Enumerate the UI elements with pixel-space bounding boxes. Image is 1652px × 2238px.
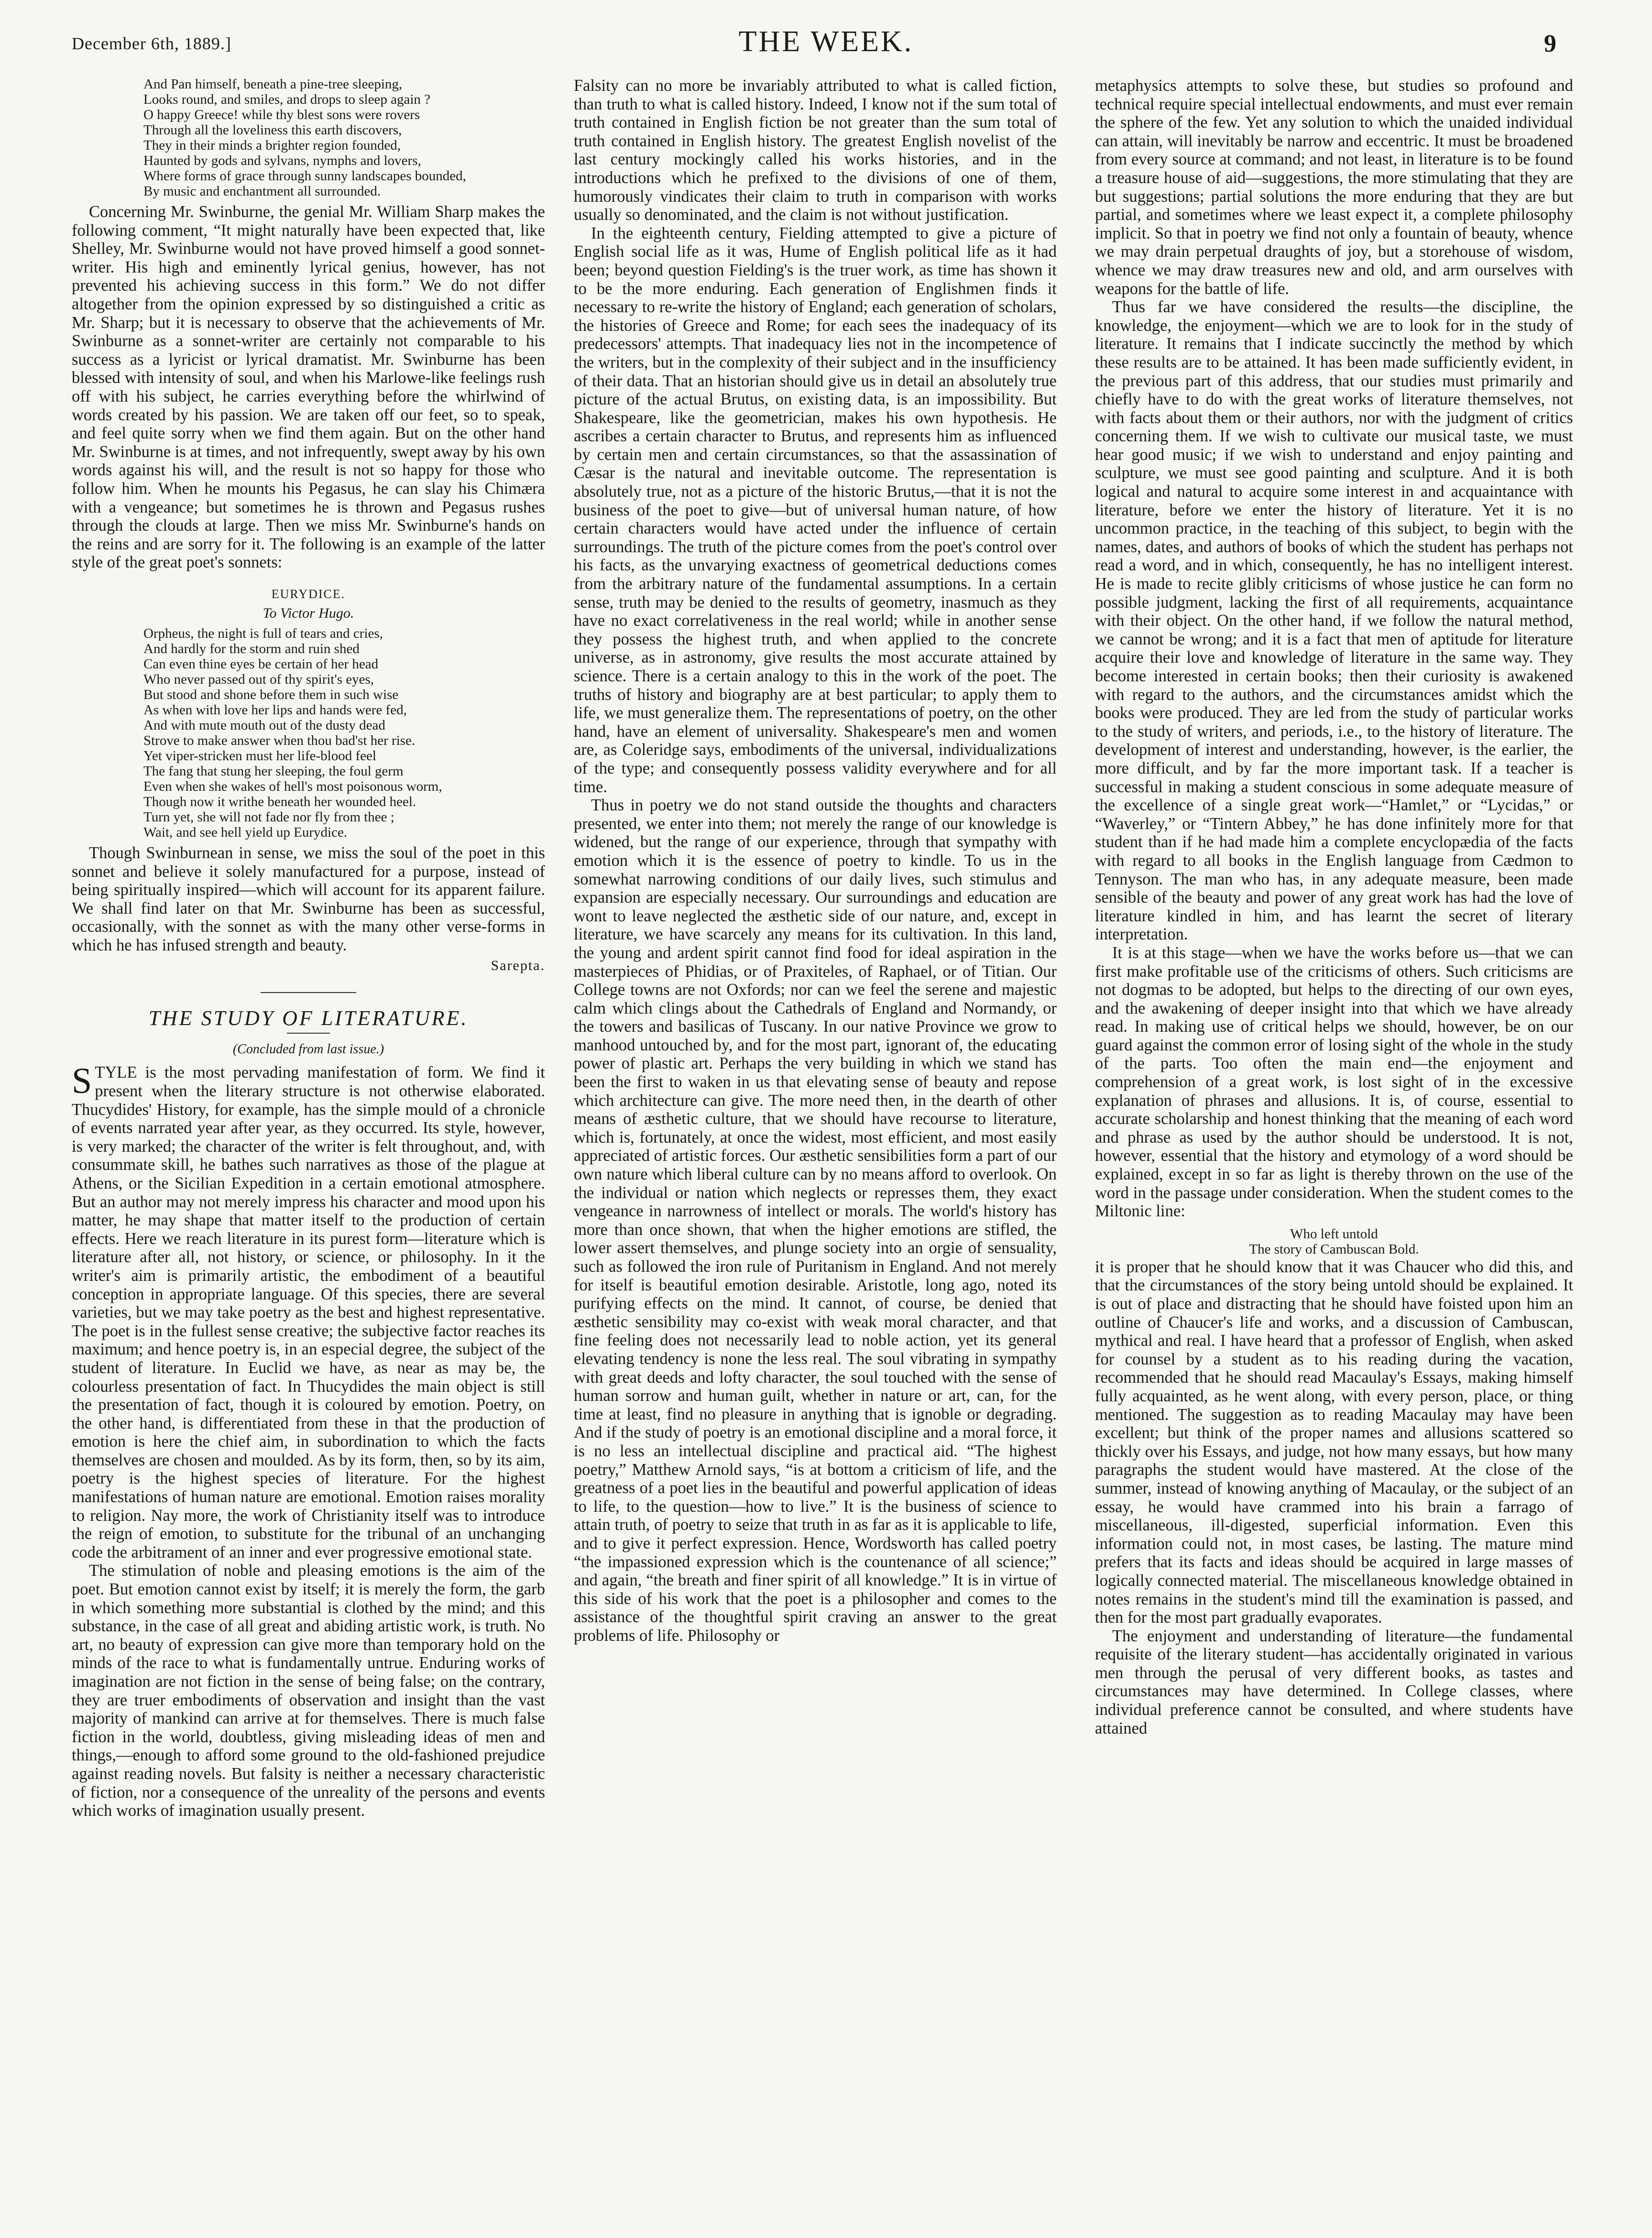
paragraph: In the eighteenth century, Fielding attempted to give a picture of English social life as it was, Hume of English political life as it had been; beyond question Fielding's is the truer work, as time has shown it to be the more enduring. Each generation of Englishmen finds it necessary to re-write the history of England; each generation of scholars, the histories of Greece and Rome; for each sees the inadequacy of its predecessors' attempts. That inadequacy lies not in the incompetence of the writers, but in the complexity of their subject and in the insufficiency of their data. That an historian should give us in detail an absolutely true picture of the actual Brutus, on existing data, is an impossibility. But Shakespeare, like the geometrician, makes his own hypothesis. He ascribes a certain character to Brutus, and represents him as influenced by certain men and certain circumstances, so that the assassination of Cæsar is the natural and inevitable outcome. The representation is absolutely true, not as a picture of the historic Brutus,—that it is not the business of the poet to give—but of universal human nature, of how certain characters would have acted under the influence of certain surroundings. The truth of the picture comes from the poet's control over his facts, as the unvarying exactness of geometrical deductions comes from the arbitrary nature of the fundamental assumptions. In a certain sense, truth may be denied to the results of geometry, inasmuch as they have no exact correlativeness in the real world; while in another sense they possess the highest truth, and when applied to the concrete universe, as in astronomy, give results the most accurate attained by science. There is a certain analogy to this in the work of the poet. The truths of history and biography are at best particular; to apply them to life, we must generalize them. The representations of poetry, on the other hand, have an element of universality. Shakespeare's men and women are, as Coleridge says, embodiments of the universal, individualizations of the type; and consequently possess validity everywhere and for all time. <box>574 224 1057 796</box>
sonnet-line: Turn yet, she will not fade nor fly from thee ; <box>143 809 394 825</box>
paragraph: Concerning Mr. Swinburne, the genial Mr. William Sharp makes the following comment, “It might naturally have been expected that, like Shelley, Mr. Swinburne would not have proved himself a good sonnet-writer. His high and eminently lyrical genius, however, has not prevented his achieving success in this form.” We do not differ altogether from the opinion expressed by so distinguished a critic as Mr. Sharp; but it is necessary to observe that the achievements of Mr. Swinburne as a sonnet-writer are certainly not comparable to his success as a lyricist or lyrical dramatist. Mr. Swinburne has been blessed with intensity of soul, and when his Marlowe-like feelings rush off with his subject, he carries everything before the whirlwind of words created by his passion. We are taken off our feet, so to speak, and feel quite sorry when we find them again. But on the other hand Mr. Swinburne is at times, and not infrequently, swept away by his own words against his will, and the result is not so happy for those who follow him. When he mounts his Pegasus, he can slay his Chimæra with a vengeance; but sometimes he is thrown and Pegasus rushes through the clouds at large. Then we miss Mr. Swinburne's hands on the reins and are sorry for it. The following is an example of the latter style of the great poet's sonnets: <box>72 203 545 572</box>
verse-line: By music and enchantment all surrounded. <box>143 184 381 199</box>
paragraph: Thus far we have considered the results—the discipline, the knowledge, the enjoyment—which we are to look for in the study of literature. It remains that I indicate succinctly the method by which these results are to be attained. It has been made sufficiently evident, in the previous part of this address, that our studies must primarily and chiefly have to do with the great works of literature themselves, not with facts about them or their authors, nor with the judgment of critics concerning them. If we wish to cultivate our musical taste, we must hear good music; if we wish to understand and enjoy painting and sculpture, we must see good painting and sculpture. And it is both logical and natural to acquire some interest in and acquaintance with literature, before we enter the history of literature. Yet it is no uncommon practice, in the teaching of this subject, to begin with the names, dates, and authors of books of which the student has perhaps not read a word, and in which, consequently, he has no intelligent interest. He is made to recite glibly criticisms of whose justice he can form no possible judgment, lacking the first of all requirements, acquaintance with their object. On the other hand, if we follow the natural method, we cannot be wrong; and it is a fact that men of aptitude for literature acquire their love and knowledge of literature in the same way. They become interested in certain books; then their curiosity is awakened with regard to the authors, and the circumstances amidst which the books were produced. They are led from the study of particular works to the study of writers, and periods, i.e., to the history of literature. The development of interest and understanding, however, is the earlier, the more difficult, and by far the more important task. If a teacher is successful in making a student conscious in some adequate measure of the excellence of a single great work—“Hamlet,” or “Lycidas,” or “Waverley,” or “Tintern Abbey,” he has done infinitely more for that student than if he had made him a complete encyclopædia of the facts with regard to all books in the English language from Cædmon to Tennyson. The man who has, in any adequate measure, been made sensible of the beauty and power of any great work has had the love of literature kindled in him, and has learnt the secret of literary interpretation. <box>1095 298 1573 944</box>
sonnet-line: And with mute mouth out of the dusty dead <box>143 718 385 733</box>
verse-line: And Pan himself, beneath a pine-tree sleeping, <box>143 76 403 92</box>
quote-line: The story of Cambuscan Bold. <box>1249 1241 1419 1257</box>
quote-line: Who left untold <box>1290 1226 1378 1242</box>
paragraph: it is proper that he should know that it was Chaucer who did this, and that the circumstances of the story being untold should be explained. It is out of place and distracting that he should have foisted upon him an outline of Chaucer's life and works, and a discussion of Cambuscan, mythical and real. I have heard that a professor of English, when asked for counsel by a student as to his reading during the vacation, recommended that he should read Macaulay's Essays, making himself fully acquainted, as he went along, with every person, place, or thing mentioned. The suggestion as to reading Macaulay may have been excellent; but think of the proper names and allusions scattered so thickly over his Essays, and judge, not how many essays, but how many paragraphs the student would have mastered. At the close of the summer, instead of knowing anything of Macaulay, or the subject of an essay, he would have crammed into his brain a farrago of miscellaneous, ill-digested, superficial information. Even this information could not, in most cases, be lasting. The mature mind prefers that its facts and ideas should be acquired in large masses of logically connected material. The miscellaneous knowledge obtained in notes remains in the student's mind till the examination is passed, and then for the most part gradually evaporates. <box>1095 1257 1573 1627</box>
sonnet-title: EURYDICE. <box>271 587 346 601</box>
verse-excerpt <box>143 76 545 199</box>
drop-cap: S <box>72 1061 92 1102</box>
sonnet-line: Who never passed out of thy spirit's eyes, <box>143 672 374 688</box>
paragraph-text: TYLE is the most pervading manifestation of form. We find it present when the literary structure is not otherwise elaborated. Thucydides' History, for example, has the simple mould of a chronicle of events narrated year after year, as they occurred. Its style, however, is very marked; the character of the writer is felt throughout, and, with consummate skill, he bathes such narratives as those of the plague at Athens, or the Sicilian Expedition in a certain emotional atmosphere. But an author may not merely impress his character and mood upon his matter, he may shape that matter itself to the production of certain effects. Here we reach literature in its purest form—literature which is literature after all, not history, or science, or philosophy. In it the writer's aim is primarily artistic, the embodiment of a beautiful conception in appropriate language. Of this species, there are several varieties, but we may take poetry as the best and highest representative. The poet is in the fullest sense creative; the subjective factor reaches its maximum; and hence poetry is, in an especial degree, the subject of the student of literature. In Euclid we have, as near as may be, the colourless presentation of fact. In Thucydides the main object is still the presentation of fact, though it is coloured by emotion. Poetry, on the other hand, is differentiated from these in that the production of emotion is here the chief aim, in subordination to which the facts themselves are chosen and moulded. As by its form, then, so by its aim, poetry is the highest species of literature. For the highest manifestations of human nature are emotional. Emotion raises morality to religion. Nay more, the work of Christianity itself was to introduce the reign of emotion, to substitute for the tribunal of an unchanging code the arbitrament of an inner and ever progressive emotional state. <box>72 1063 545 1561</box>
sonnet-line: Wait, and see hell yield up Eurydice. <box>143 825 348 841</box>
sonnet-dedication: To Victor Hugo. <box>263 605 354 622</box>
paragraph: The stimulation of noble and pleasing emotions is the aim of the poet. But emotion cannot exist by itself; it is merely the form, the garb in which something more substantial is clothed by the mind; and this substance, in the case of all great and abiding artistic work, is truth. No art, no beauty of expression can give more than temporary hold on the minds of the race to what is fundamentally untrue. Enduring works of imagination are not fiction in the sense of being false; on the contrary, they are truer embodiments of observation and insight than the vast majority of mankind can arrive at for themselves. There is much false fiction in the world, doubtless, giving misleading ideas of men and things,—enough to afford some ground to the old-fashioned prejudice against reading novels. But falsity is neither a necessary characteristic of fiction, nor a consequence of the unreality of the persons and events which works of imagination usually present. <box>72 1561 545 1820</box>
sonnet-line: Orpheus, the night is full of tears and cries, <box>143 626 383 642</box>
sonnet-line: Even when she wakes of hell's most poisonous worm, <box>143 779 442 795</box>
page-number: 9 <box>1544 30 1556 57</box>
sonnet-line: The fang that stung her sleeping, the foul germ <box>143 764 404 779</box>
newspaper-title: THE WEEK. <box>738 25 914 58</box>
author-signature: Sarepta. <box>491 957 545 973</box>
sonnet-line: Though now it writhe beneath her wounded heel. <box>143 794 416 810</box>
sonnet <box>143 626 545 840</box>
paragraph: Thus in poetry we do not stand outside the thoughts and characters presented, we enter into them; not merely the range of our knowledge is widened, but the range of our experience, through that sympathy with emotion which it is the essence of poetry to kindle. To us in the somewhat narrowing conditions of our daily lives, such stimulus and expansion are especially necessary. Our surroundings and education are wont to leave neglected the æsthetic side of our nature, and, except in literature, we have scarcely any means for its cultivation. In this land, the young and ardent spirit cannot find food for ideal aspiration in the masterpieces of Phidias, or of Praxiteles, of Raphael, or of Titian. Our College towns are not Oxfords; nor can we feel the serene and majestic calm which clings about the Cathedrals of England and Normandy, or the towers and basilicas of Tuscany. In our native Province we grow to manhood untouched by, and for the most part, ignorant of, the educating power of plastic art. Perhaps the very building in which we stand has been the first to waken in us that elevating sense of beauty and repose which architecture can give. The more need then, in the dearth of other means of æsthetic culture, that we should have recourse to literature, which is, fortunately, at once the widest, most efficient, and most easily appreciated of artistic forces. Our æsthetic sensibilities form a part of our own nature which liberal culture can by no means afford to overlook. On the individual or nation which neglects or represses them, they exact vengeance in narrowness of intellect or morals. The world's history has more than once shown, that when the higher emotions are stifled, the lower assert themselves, and plunge society into an orgie of sensuality, such as followed the iron rule of Puritanism in England. And not merely for itself is beautiful emotion desirable. Aristotle, long ago, noted its purifying effects on the mind. It cannot, of course, be denied that æsthetic sensibility may co-exist with weak moral character, and that fine feeling does not necessarily lead to noble action, yet its general elevating tendency is none the less real. The soul vibrating in sympathy with great deeds and lofty character, the soul touched with the sense of human sorrow and human guilt, whether in nature or art, can, for the time at least, find no pleasure in anything that is ignoble or degrading. And if the study of poetry is an emotional discipline and a moral force, it is no less an intellectual discipline and practical aid. “The highest poetry,” Matthew Arnold says, “is at bottom a criticism of life, and the greatness of a poet lies in the beautiful and powerful application of ideas to life, to the question—how to live.” It is the business of science to attain truth, of poetry to seize that truth in as far as it is applicable to life, and to give it perfect expression. Hence, Wordsworth has called poetry “the impassioned expression which is the countenance of all science;” and again, “the breath and finer spirit of all knowledge.” It is in virtue of this side of his work that the poet is a philosopher and comes to the assistance of the thoughtful spirit craving an answer to the great problems of life. Philosophy or <box>574 796 1057 1645</box>
divider <box>261 992 356 993</box>
quoted-verse <box>1095 1226 1573 1257</box>
article-title: THE STUDY OF LITERATURE. <box>148 1006 469 1030</box>
verse-line: Through all the loveliness this earth discovers, <box>143 122 402 138</box>
sonnet-line: Strove to make answer when thou bad'st her rise. <box>143 733 416 749</box>
verse-line: They in their minds a brighter region founded, <box>143 138 401 153</box>
paragraph: Though Swinburnean in sense, we miss the soul of the poet in this sonnet and believe it solely manufactured for a purpose, instead of being spiritually inspired—which will account for its apparent failure. We shall find later on that Mr. Swinburne has been as successful, occasionally, with the sonnet as with the many other verse-forms in which he has infused strength and beauty. <box>72 844 545 955</box>
sonnet-line: And hardly for the storm and ruin shed <box>143 641 360 657</box>
sonnet-line: But stood and shone before them in such wise <box>143 687 399 703</box>
paragraph <box>72 1063 545 1561</box>
divider <box>287 1033 330 1034</box>
verse-line: Haunted by gods and sylvans, nymphs and lovers, <box>143 153 421 168</box>
column-2 <box>574 76 1057 2218</box>
issue-date: December 6th, 1889.] <box>72 34 231 53</box>
continuation-note: (Concluded from last issue.) <box>232 1041 384 1057</box>
masthead <box>0 0 1652 62</box>
column-3 <box>1095 76 1573 2218</box>
sonnet-line: As when with love her lips and hands were fed, <box>143 702 407 718</box>
verse-line: Looks round, and smiles, and drops to sleep again ? <box>143 92 431 107</box>
column-1 <box>72 76 545 2218</box>
verse-line: Where forms of grace through sunny landscapes bounded, <box>143 168 466 184</box>
paragraph: Falsity can no more be invariably attributed to what is called fiction, than truth to what is called history. Indeed, I know not if the sum total of truth contained in English fiction be not greater than the sum total of truth contained in English history. The greatest English novelist of the last century mockingly called his works histories, and in the introductions which he prefixed to the divisions of one of them, humorously vindicates their claim to truth in comparison with works usually so denominated, and the claim is not without justification. <box>574 76 1057 224</box>
paragraph: The enjoyment and understanding of literature—the fundamental requisite of the literary student—has accidentally originated in various men through the perusal of very different books, as tastes and circumstances may have determined. In College classes, where individual preference cannot be consulted, and where students have attained <box>1095 1627 1573 1737</box>
verse-line: O happy Greece! while thy blest sons were rovers <box>143 107 420 122</box>
paragraph: metaphysics attempts to solve these, but studies so profound and technical require special intellectual endowments, and must ever remain the sphere of the few. Yet any solution to which the unaided individual can attain, will inevitably be narrow and eccentric. It must be broadened from every source at command; and not least, in literature is to be found a treasure house of aid—suggestions, the more stimulating that they are but suggestions; partial solutions the more enduring that they are but partial, and sometimes where we least expect it, a complete philosophy implicit. So that in poetry we find not only a fountain of beauty, whence we may drain perpetual draughts of joy, but a storehouse of wisdom, whence we may draw treasures new and old, and arm ourselves with weapons for the battle of life. <box>1095 76 1573 298</box>
sonnet-line: Yet viper-stricken must her life-blood feel <box>143 748 376 764</box>
paragraph: It is at this stage—when we have the works before us—that we can first make profitable use of the criticisms of others. Such criticisms are not dogmas to be adopted, but helps to the directing of our own eyes, and the awakening of deeper insight into that which we have already read. In making use of critical helps we should, however, be on our guard against the common error of losing sight of the whole in the study of the parts. Too often the main end—the enjoyment and comprehension of a great work, is lost sight of in the excessive explanation of phrases and allusions. It is, of course, essential to accurate scholarship and honest thinking that the meaning of each word and phrase as used by the author should be understood. It is not, however, essential that the history and etymology of a word should be explained, except in so far as light is thereby thrown on the use of the word in the passage under consideration. When the student comes to the Miltonic line: <box>1095 943 1573 1221</box>
sonnet-line: Can even thine eyes be certain of her head <box>143 656 379 672</box>
